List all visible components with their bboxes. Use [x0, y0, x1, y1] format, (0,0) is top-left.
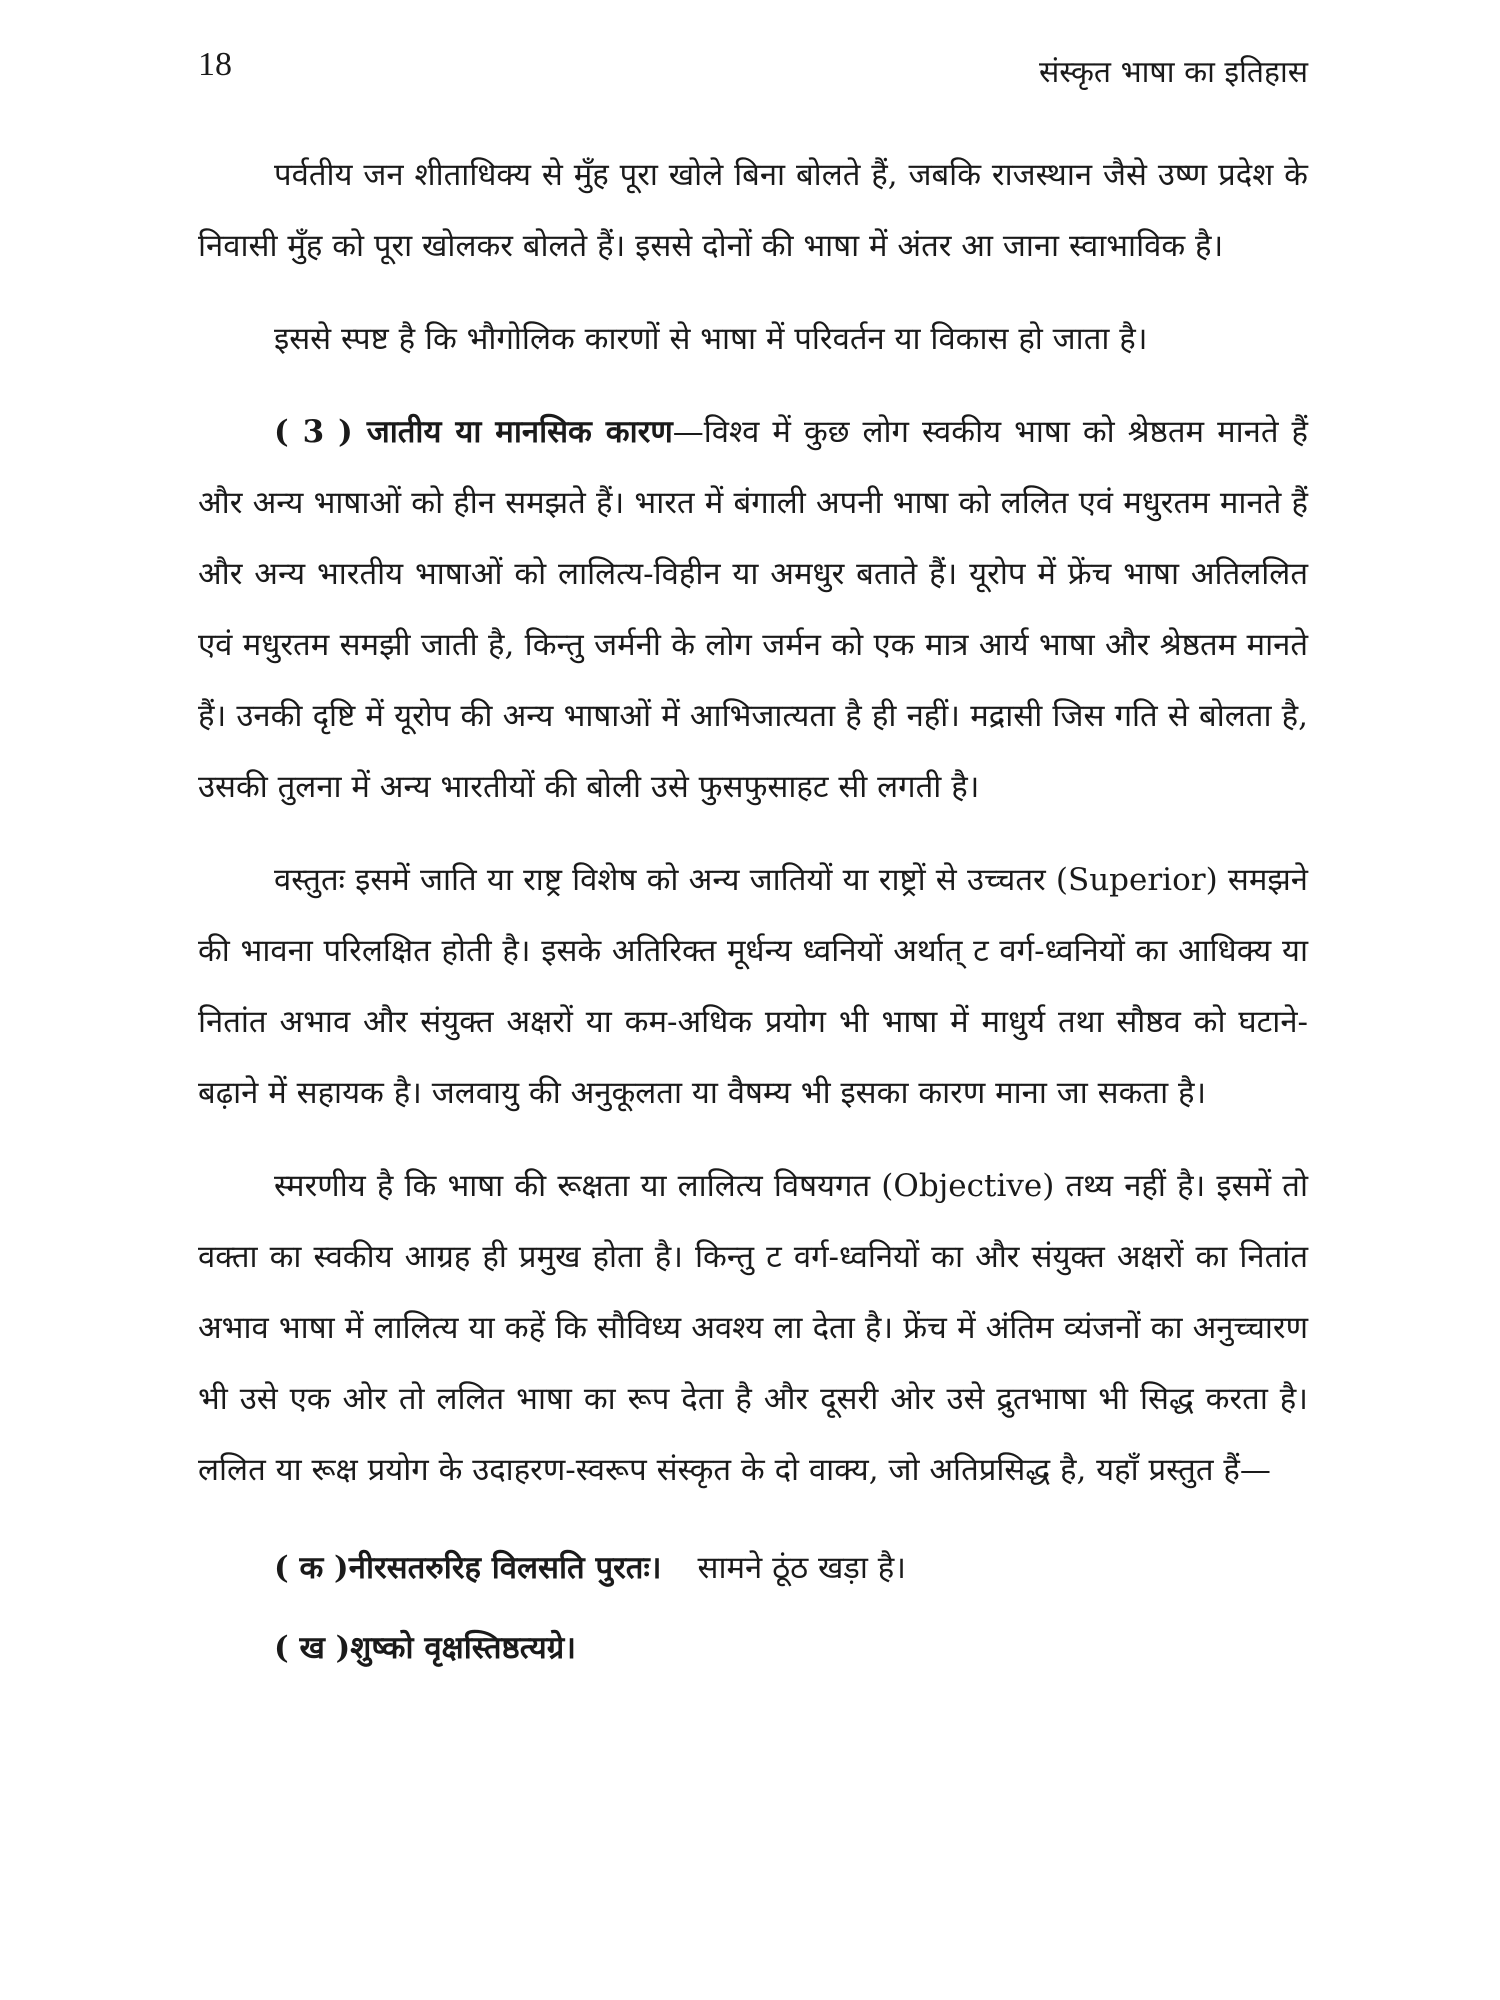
paragraph-text: पर्वतीय जन शीताधिक्य से मुँह पूरा खोले बिना बोलते हैं, जबकि राजस्थान जैसे उष्ण प्रदेश के निवासी मुँह को पूरा खोलकर बोलते हैं। इससे दोनों की भाषा में अंतर आ जाना स्वाभाविक है। [198, 157, 1308, 264]
paragraph-text: —विश्व में कुछ लोग स्वकीय भाषा को श्रेष्ठतम मानते हैं और अन्य भाषाओं को हीन समझते हैं। भारत में बंगाली अपनी भाषा को ललित एवं मधुरतम मानते हैं और अन्य भारतीय भाषाओं को लालित्य-विहीन या अमधुर बताते हैं। यूरोप में फ्रेंच भाषा अतिललित एवं मधुरतम समझी जाती है, किन्तु जर्मनी के लोग जर्मन को एक मात्र आर्य भाषा और श्रेष्ठतम मानते हैं। उनकी दृष्टि में यूरोप की अन्य भाषाओं में आभिजात्यता है ही नहीं। मद्रासी जिस गति से बोलता है, उसकी तुलना में अन्य भारतीयों की बोली उसे फुसफुसाहट सी लगती है। [198, 414, 1308, 805]
paragraph-superiority [198, 845, 1308, 1129]
example-label: ( ख ) [274, 1630, 351, 1666]
running-title: संस्कृत भाषा का इतिहास [1038, 55, 1308, 90]
paragraph-text: इससे स्पष्ट है कि भौगोलिक कारणों से भाषा में परिवर्तन या विकास हो जाता है। [274, 321, 1148, 357]
example-sanskrit: शुष्को वृक्षस्तिष्ठत्यग्रे। [350, 1630, 576, 1666]
page-number: 18 [198, 46, 232, 83]
paragraph-geographic-conclusion [198, 304, 1308, 375]
example-label: ( क ) [274, 1550, 349, 1586]
paragraph-ethnic-mental-causes [198, 397, 1308, 823]
example-sanskrit: नीरसतरुरिह विलसति पुरतः। [348, 1550, 662, 1586]
section-heading: ( 3 ) जातीय या मानसिक कारण [274, 414, 673, 450]
paragraph-text: वस्तुतः इसमें जाति या राष्ट्र विशेष को अन्य जातियों या राष्ट्रों से उच्चतर (Superior) समझने की भावना परिलक्षित होती है। इसके अतिरिक्त मूर्धन्य ध्वनियों अर्थात् ट वर्ग-ध्वनियों का आधिक्य या नितांत अभाव और संयुक्त अक्षरों या कम-अधिक प्रयोग भी भाषा में माधुर्य तथा सौष्ठव को घटाने-बढ़ाने में सहायक है। जलवायु की अनुकूलता या वैषम्य भी इसका कारण माना जा सकता है। [198, 862, 1308, 1111]
paragraph-text: स्मरणीय है कि भाषा की रूक्षता या लालित्य विषयगत (Objective) तथ्य नहीं है। इसमें तो वक्ता का स्वकीय आग्रह ही प्रमुख होता है। किन्तु ट वर्ग-ध्वनियों का और संयुक्त अक्षरों का नितांत अभाव भाषा में लालित्य या कहें कि सौविध्य अवश्य ला देता है। फ्रेंच में अंतिम व्यंजनों का अनुच्चारण भी उसे एक ओर तो ललित भाषा का रूप देता है और दूसरी ओर उसे द्रुतभाषा भी सिद्ध करता है। ललित या रूक्ष प्रयोग के उदाहरण-स्वरूप संस्कृत के दो वाक्य, जो अतिप्रसिद्ध है, यहाँ प्रस्तुत हैं— [198, 1168, 1308, 1488]
example-gloss: सामने ठूंठ खड़ा है। [697, 1550, 906, 1586]
page-header [198, 46, 1308, 116]
body-text [198, 140, 1308, 1688]
example-kha [198, 1608, 1308, 1688]
paragraph-harshness-elegance [198, 1151, 1308, 1506]
paragraph-mountain-speech [198, 140, 1308, 282]
example-ka [198, 1528, 1308, 1608]
